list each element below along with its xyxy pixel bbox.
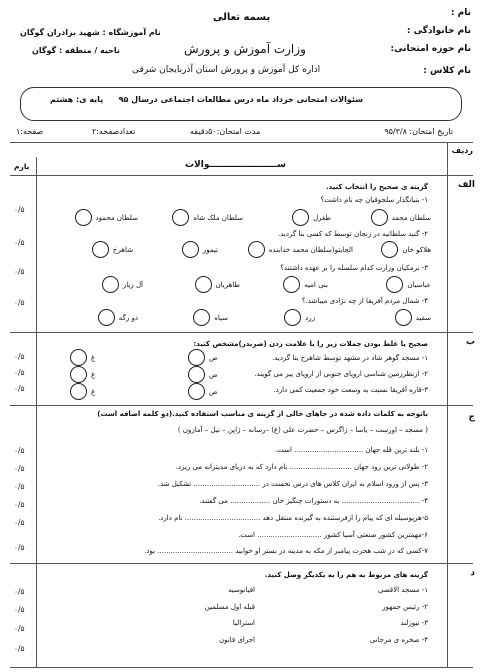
region-name: ناحیه / منطقه : گوگان (32, 46, 120, 55)
be-q2-false[interactable]: غ (70, 366, 95, 383)
jim-q6: ۶-مهمترین کشور صنعتی آسیا کشور ............................. است. (238, 531, 428, 539)
dal-left-4: ۴- صخره ی مرجانی (369, 636, 428, 644)
radio-circle-icon[interactable] (92, 241, 109, 258)
alef-q3: ۳- برمکیان وزارت کدام سلسله را بر عهده داشتند؟ (280, 264, 428, 272)
radio-circle-icon[interactable] (70, 366, 87, 383)
jim-q5: ۵-هرپوسیله ای که پیام را ازفرستنده به گیرنده منتقل دهد .................................. نام دارد. (158, 514, 428, 522)
directorate-name: اداره کل آموزش و پرورش استان آذربایجان شرقی (132, 65, 321, 75)
alef-q1-opt4[interactable]: سلطان محمود (75, 209, 138, 226)
radio-circle-icon[interactable] (386, 276, 403, 293)
radio-circle-icon[interactable] (371, 209, 388, 226)
jim-q2: ۲- طولانی ترین رود جهان ............................ نام دارد که به دریای مدیترانه می ریزد. (175, 463, 428, 471)
alef-q4-opt4[interactable]: دو رگه (98, 309, 138, 326)
jim-q7: ۷-کسی که در شب هجرت پیامبر از مکه به مدینه در بستر او خوابید .................................. بود. (144, 547, 428, 555)
dal-left-3: ۳- نیوزلند (400, 619, 428, 627)
alef-q4-opt2[interactable]: زرد (284, 309, 315, 326)
alef-q1: ۱- بنیانگذار سلجوقیان چه نام داشت؟ (320, 196, 428, 204)
be-q1: ۱- مسجد گوهر شاد در مشهد توسط شاهرخ بنا گردید. (271, 354, 428, 362)
jim-q3: ۳- پس از ورود اسلام به ایران کلاس های درس نخست در .............................. تشکیل شد. (157, 480, 428, 488)
jim-score-5: ۰/۵ (14, 518, 25, 527)
exam-date: تاریخ امتحان: ۹۵/۳/۸ (384, 127, 453, 136)
dal-right-3: استرالیا (232, 619, 255, 627)
table-top-border (10, 142, 473, 143)
be-q2-true[interactable]: ص (188, 366, 217, 383)
ministry-name: وزارت آموزش و پرورش (184, 42, 306, 56)
exam-center-label: نام حوزه امتحانی: (390, 44, 471, 54)
alef-q1-opt3[interactable]: سلطان ملک شاه (172, 209, 243, 226)
jim-word-bank: ( مسجد – اورست – یاسا – زاگرس – حضرت علی (ع) –رسانه – ژاپن – نیل – آمازون ) (177, 426, 428, 434)
radio-circle-icon[interactable] (70, 349, 87, 366)
questions-header: ســــــــــــــــــــــوالات (185, 160, 286, 170)
radio-circle-icon[interactable] (172, 209, 189, 226)
radio-circle-icon[interactable] (188, 366, 205, 383)
jim-score-6: ۰/۵ (14, 543, 25, 552)
family-label: نام خانوادگی : (406, 26, 471, 36)
radio-circle-icon[interactable] (381, 241, 398, 258)
section-divider-be (10, 332, 473, 333)
radio-circle-icon[interactable] (102, 276, 119, 293)
jim-score-1: ۰/۵ (14, 446, 25, 455)
be-score-1: ۰/۵ (14, 352, 25, 361)
radio-circle-icon[interactable] (193, 309, 210, 326)
section-dal-label: د (470, 568, 475, 578)
dal-right-1: افیانوسیه (228, 586, 255, 594)
radio-circle-icon[interactable] (98, 309, 115, 326)
radio-circle-icon[interactable] (75, 209, 92, 226)
school-name: نام آموزشگاه : شهید برادران گوگان (20, 28, 161, 37)
alef-instruction: گزینه ی صحیح را انتخاب کنید. (326, 183, 428, 191)
be-q3: ۳-قاره آفریقا نسبت به وسعت خود جمعیت کمی دارد. (273, 386, 428, 394)
be-q1-false[interactable]: غ (70, 349, 95, 366)
alef-q3-opt1[interactable]: عباسیان (386, 276, 431, 293)
alef-q4-opt1[interactable]: سفید (395, 309, 431, 326)
name-label: نام : (450, 8, 471, 18)
besmellah: بسمه تعالی (213, 12, 271, 23)
dal-right-2: قبله اول مسلمین (204, 603, 255, 611)
dal-score-3: ۰/۵ (14, 624, 25, 633)
alef-q1-opt2[interactable]: طغرل (292, 209, 331, 226)
exam-duration: مدت امتحان:۵۰دقیقه (190, 127, 261, 136)
jim-score-2: ۰/۵ (14, 464, 25, 473)
be-q3-true[interactable]: ص (188, 383, 217, 400)
dal-score-2: ۰/۵ (14, 605, 25, 614)
section-divider-jim (10, 405, 473, 406)
alef-q1-opt1[interactable]: سلطان محمد (371, 209, 431, 226)
alef-q2-opt2[interactable]: الجایتو(سلطان محمد خدابنده (248, 241, 353, 258)
radio-circle-icon[interactable] (195, 276, 212, 293)
grade-label: پایه ی: هشتم (50, 95, 104, 104)
section-jim-label: ج (468, 412, 475, 422)
section-alef-label: الف (457, 180, 475, 190)
be-score-3: ۰/۵ (14, 384, 25, 393)
alef-q3-opt2[interactable]: بنی امیه (283, 276, 328, 293)
dal-left-1: ۱- مسجد الاقصی (377, 586, 428, 594)
radio-circle-icon[interactable] (395, 309, 412, 326)
jim-instruction: باتوجه به کلمات داده شده در جاهای خالی از گزینه ی مناسب استفاده کنید.(دو کلمه اضافه است) (97, 410, 428, 418)
be-q1-true[interactable]: ص (188, 349, 217, 366)
jim-score-3: ۰/۵ (14, 482, 25, 491)
radio-circle-icon[interactable] (284, 309, 301, 326)
radio-circle-icon[interactable] (70, 383, 87, 400)
alef-score-3: ۰/۵ (14, 267, 25, 276)
jim-q1: ۱- بلند ترین قله جهان ............................... است. (275, 446, 428, 454)
alef-q2: ۲- گنبد سلطانیه در زنجان توسط که کسی بنا گردید. (278, 230, 428, 238)
radio-circle-icon[interactable] (292, 209, 309, 226)
radio-circle-icon[interactable] (182, 241, 199, 258)
alef-q4-opt3[interactable]: سیاه (193, 309, 228, 326)
dal-score-1: ۰/۵ (14, 587, 25, 596)
alef-q3-opt4[interactable]: آل زیار (102, 276, 143, 293)
page-number: صفحه:۱ (16, 127, 44, 136)
row-header: ردیف (451, 146, 473, 155)
score-header: بارم (14, 162, 30, 171)
section-divider-dal (10, 563, 473, 564)
header-row-border (10, 175, 473, 176)
be-score-2: ۰/۵ (14, 368, 25, 377)
be-instruction: صحیح یا غلط بودن جملات زیر را با علامت زدن (ضربدر)مشخص کنید: (193, 340, 428, 348)
jim-score-4: ۰/۵ (14, 500, 25, 509)
page-count: تعدادصفحه:۲ (92, 127, 136, 136)
alef-q4: ۴- شمال مردم آفریقا از چه نژادی میباشد.؟ (301, 297, 428, 305)
radio-circle-icon[interactable] (188, 349, 205, 366)
radio-circle-icon[interactable] (188, 383, 205, 400)
exam-title-box (20, 87, 462, 121)
table-bottom-border (10, 667, 473, 668)
dal-left-2: ۲- رئیس جمهور (382, 603, 428, 611)
be-q2: ۲- ازنظرزمین شناسی اروپای جنوبی از اروپای پیر می گویند. (254, 370, 428, 378)
class-label: نام کلاس : (423, 66, 471, 76)
alef-score-2: ۰/۵ (14, 238, 25, 247)
alef-q2-opt3[interactable]: تیمور (182, 241, 218, 258)
dal-instruction: گزینه های مربوط به هم را به یکدیگر وصل کنید. (264, 571, 428, 579)
radio-circle-icon[interactable] (283, 276, 300, 293)
radio-circle-icon[interactable] (248, 241, 265, 258)
exam-title: سئوالات امتحانی خرداد ماه درس مطالعات اجتماعی درسال ۹۵ (118, 95, 363, 104)
alef-q2-opt4[interactable]: شاهرخ (92, 241, 133, 258)
alef-q3-opt3[interactable]: طاهریان (195, 276, 240, 293)
alef-q2-opt1[interactable]: هلاکو خان (381, 241, 431, 258)
jim-q4: ۴- ................................... به دستورات چنگیز خان .................. می گفتند. (199, 497, 428, 505)
be-q3-false[interactable]: غ (70, 383, 95, 400)
score-col-divider (36, 157, 37, 667)
dal-score-4: ۰/۵ (14, 644, 25, 653)
alef-score-4: ۰/۵ (14, 298, 25, 307)
alef-score-1: ۰/۵ (14, 205, 25, 214)
dal-right-4: اجرای قانون (219, 636, 255, 644)
section-be-label: ب (465, 337, 475, 347)
